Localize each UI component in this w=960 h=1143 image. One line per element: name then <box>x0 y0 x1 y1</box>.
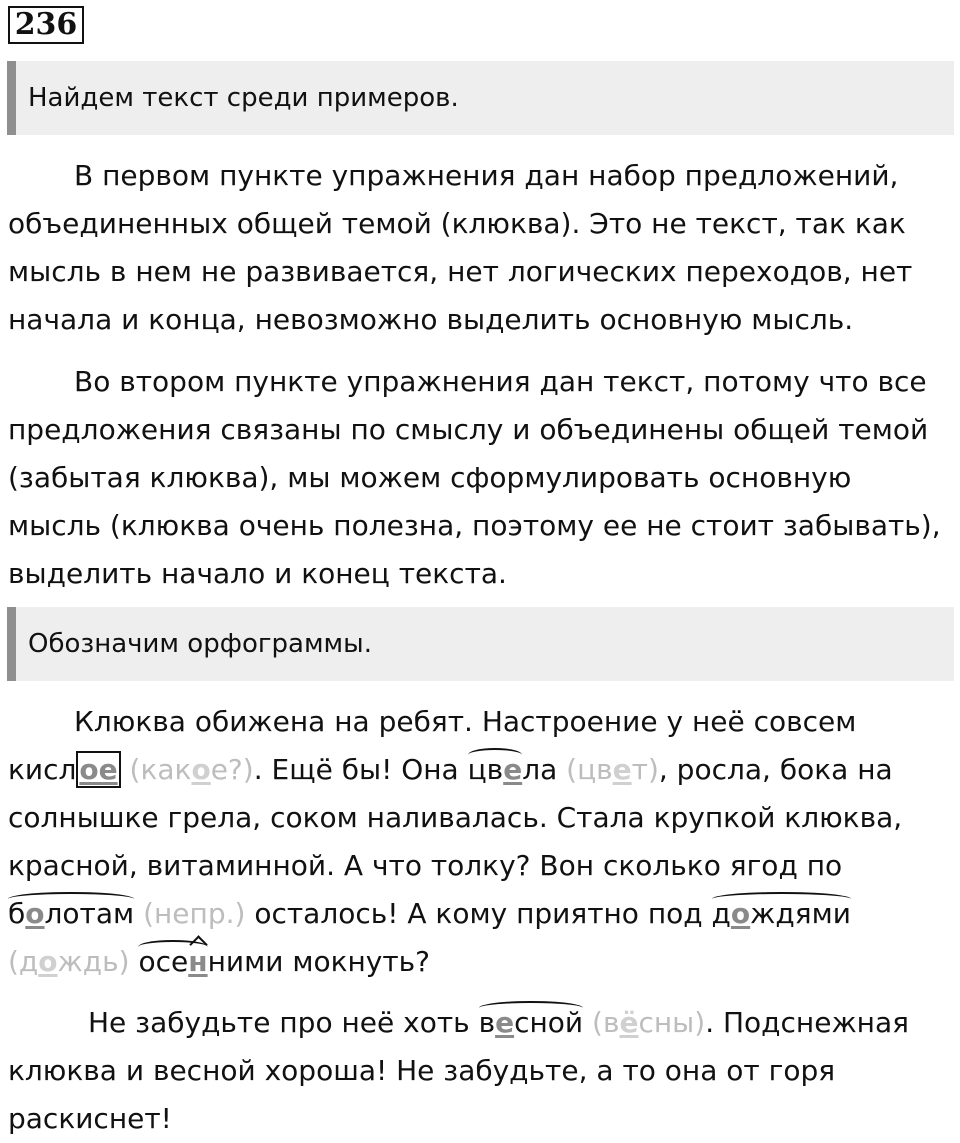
text-line: (забытая клюква), мы можем сформулировать основную <box>8 461 852 494</box>
hint-word: (цвет) <box>566 753 659 786</box>
text-line: клюква и весной хороша! Не забудьте, а то она от горя <box>8 1054 836 1087</box>
root-arc: осен <box>138 938 207 986</box>
hint-word: (какое?) <box>129 753 254 786</box>
text-line: раскиснет! <box>8 1102 172 1135</box>
text-line: Не забудьте про неё хоть весной (вёсны). Подснежная <box>8 999 956 1047</box>
paragraph-first-point <box>8 152 956 344</box>
suffix-mark: н <box>188 938 207 986</box>
text-line: кисл ое (какое?). Ещё бы! Она цвела (цвет), росла, бока на <box>8 746 956 794</box>
root-arc: болотам <box>8 890 134 938</box>
section-heading-spellings: Обозначим орфограммы. <box>7 607 954 681</box>
text-line: выделить начало и конец текста. <box>8 557 507 590</box>
paragraph-second-point <box>8 358 956 598</box>
text-line: объединенных общей темой (клюква). Это не текст, так как <box>8 207 906 240</box>
section-heading-find-text: Найдем текст среди примеров. <box>7 61 954 135</box>
exercise-number: 236 <box>8 6 84 44</box>
text-line: болотам (непр.) осталось! А кому приятно под дождями <box>8 890 956 938</box>
hint-word: (непр.) <box>143 897 246 930</box>
text-line: предложения связаны по смыслу и объединены общей темой <box>8 413 929 446</box>
hint-word: (вёсны) <box>592 1006 706 1039</box>
text-line: солнышке грела, соком наливалась. Стала крупкой клюква, <box>8 801 903 834</box>
text-line: мысль (клюква очень полезна, поэтому ее не стоит забывать), <box>8 509 941 542</box>
text-line: Клюква обижена на ребят. Настроение у неё совсем <box>74 705 857 738</box>
root-arc: цве <box>468 746 523 794</box>
text-line: красной, витаминной. А что толку? Вон сколько ягод по <box>8 849 843 882</box>
text-line: Во втором пункте упражнения дан текст, потому что все <box>74 365 927 398</box>
spelling-text-final <box>8 999 956 1143</box>
text-line: В первом пункте упражнения дан набор предложений, <box>74 159 899 192</box>
text-line: мысль в нем не развивается, нет логических переходов, нет <box>8 255 913 288</box>
text-line: начала и конца, невозможно выделить основную мысль. <box>8 303 854 336</box>
root-arc: весной <box>479 999 584 1047</box>
ending-box: ое <box>76 751 120 788</box>
text-line: (дождь) осенними мокнуть? <box>8 938 956 986</box>
root-arc: дождями <box>712 890 851 938</box>
spelling-text <box>8 698 956 986</box>
hint-word: (дождь) <box>8 945 130 978</box>
